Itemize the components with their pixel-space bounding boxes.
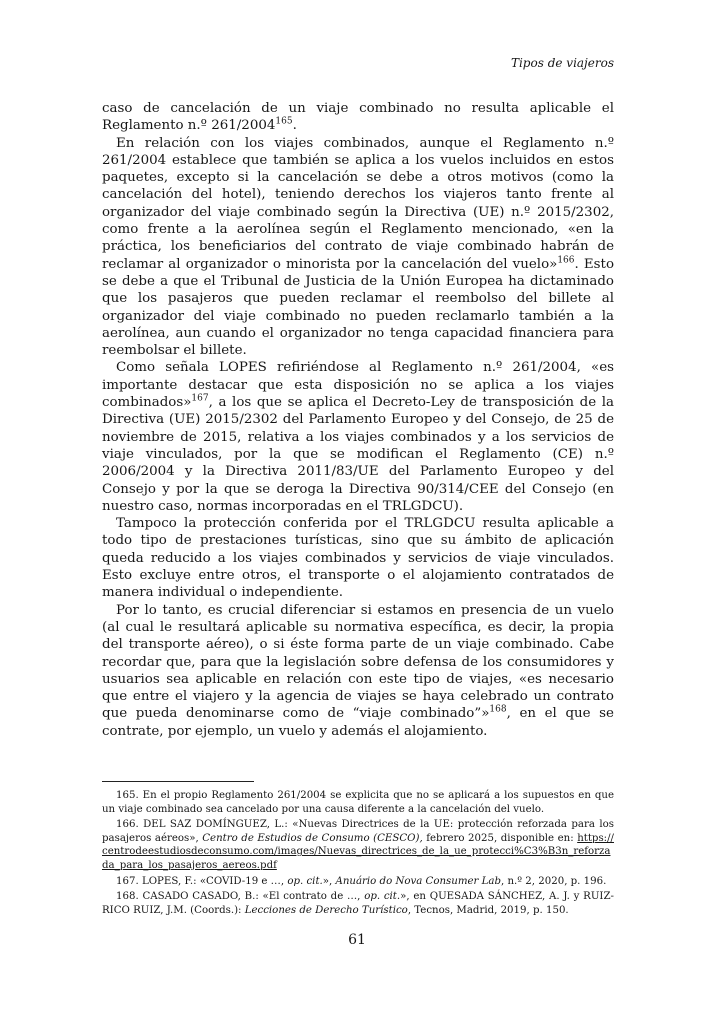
footnote: 165. En el propio Reglamento 261/2004 se explicita que no se aplicará a los supuestos en que un viaje combinado sea cancelado por una causa diferente a la cancelación del vuelo. (102, 790, 614, 815)
paragraph: En relación con los viajes combinados, aunque el Reglamento n.º 261/2004 establece que también se aplica a los vuelos incluidos en estos paquetes, excepto si la cancelación se debe a otros motivos (como la cancelación del hotel), teniendo derechos los viajeros tanto frente al organizador del viaje combinado según la Directiva (UE) n.º 2015/2302, como frente a la aerolínea según el Reglamento mencionado, «en la práctica, los beneficiarios del contrato de viaje combinado habrán de reclamar al organizador o minorista por la cancelación del vuelo»$^{166}$. Esto se debe a que el Tribunal de Justicia de la Unión Europea ha dictaminado que los pasajeros que pueden reclamar el reembolso del billete al organizador del viaje combinado no pueden reclamarlo también a la aerolínea, aun cuando el organizador no tenga capacidad financiera para reembolsar el billete. (102, 135, 614, 359)
body-text (102, 100, 614, 740)
footnote: 168. CASADO CASADO, B.: «El contrato de …, op. cit.», en QUESADA SÁNCHEZ, A. J. y RUIZ-RICO RUIZ, J.M. (Coords.): Lecciones de Derecho Turístico, Tecnos, Madrid, 2019, p. 150. (102, 891, 614, 916)
running-header: Tipos de viajeros (510, 56, 614, 70)
page-number: 61 (348, 932, 366, 948)
footnote-ref[interactable]: 167 (191, 393, 209, 404)
footnote-rule (102, 781, 254, 782)
footnote-ref[interactable]: 165 (275, 116, 293, 127)
footnotes (102, 789, 614, 919)
footnote: 167. LOPES, F.: «COVID-19 e …, op. cit.», Anuário do Nova Consumer Lab, n.º 2, 2020, p. 196. (116, 875, 607, 887)
footnote-link[interactable]: https://centrodeestudiosdeconsumo.com/images/Nuevas_directrices_de_la_ue_protecci%C3%B3n_reforzada_para_los_pasajeros_aereos.pdf (102, 832, 614, 871)
paragraph: Como señala LOPES refiriéndose al Reglamento n.º 261/2004, «es importante destacar que esta disposición no se aplica a los viajes combinados»$^{167}$, a los que se aplica el Decreto-Ley de transposición de la Directiva (UE) 2015/2302 del Parlamento Europeo y del Consejo, de 25 de noviembre de 2015, relativa a los viajes combinados y a los servicios de viaje vinculados, por la que se modifican el Reglamento (CE) n.º 2006/2004 y la Directiva 2011/83/UE del Parlamento Europeo y del Consejo y por la que se deroga la Directiva 90/314/CEE del Consejo (en nuestro caso, normas incorporadas en el TRLGDCU). (102, 360, 614, 514)
paragraph: caso de cancelación de un viaje combinado no resulta aplicable el Reglamento n.º 261/2004$^{165}$. (102, 101, 614, 134)
footnote: 166. DEL SAZ DOMÍNGUEZ, L.: «Nuevas Directrices de la UE: protección reforzada para los pasajeros aéreos», Centro de Estudios de Consumo (CESCO), febrero 2025, disponible en: https://centrodeestudiosdeconsumo.com/images/Nuevas_directrices_de_la_ue_protecci%C3%B3n_reforzada_para_los_pasajeros_aereos.pdf (102, 819, 614, 871)
paragraph: Tampoco la protección conferida por el TRLGDCU resulta aplicable a todo tipo de prestaciones turísticas, sino que su ámbito de aplicación queda reducido a los viajes combinados y servicios de viaje vinculados. Esto excluye entre otros, el transporte o el alojamiento contratados de manera individual o independiente. (102, 516, 614, 601)
paragraph: Por lo tanto, es crucial diferenciar si estamos en presencia de un vuelo (al cual le resultará aplicable su normativa específica, es decir, la propia del transporte aéreo), o si éste forma parte de un viaje combinado. Cabe recordar que, para que la legislación sobre defensa de los consumidores y usuarios sea aplicable en relación con este tipo de viajes, «es necesario que entre el viajero y la agencia de viajes se haya celebrado un contrato que pueda denominarse como de “viaje combinado”»$^{168}$, en el que se contrate, por ejemplo, un vuelo y además el alojamiento. (102, 602, 614, 739)
footnote-ref[interactable]: 168 (489, 704, 507, 715)
footnote-ref[interactable]: 166 (557, 255, 575, 266)
